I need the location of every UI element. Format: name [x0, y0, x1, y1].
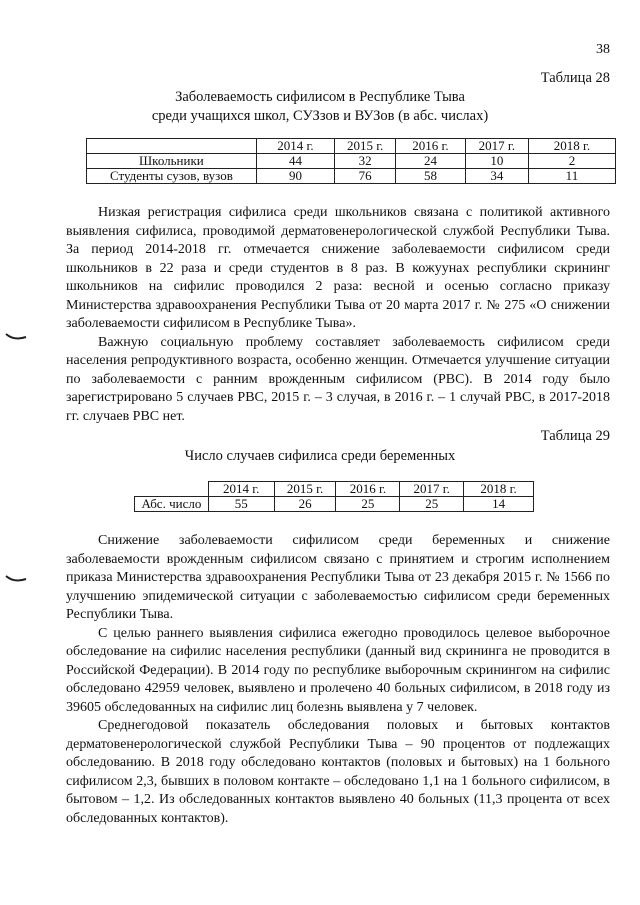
table28-col-header: 2018 г.	[528, 139, 615, 154]
table28-corner-cell	[87, 139, 257, 154]
table28-title-line1: Заболеваемость сифилисом в Республике Тыва	[175, 89, 465, 105]
table28-cell: 11	[528, 169, 615, 184]
section1-text	[66, 204, 610, 426]
paragraph: Снижение заболеваемости сифилисом среди беременных и снижение заболеваемости врожденным сифилисом связано с принятием и строгим исполнением приказа Министерства здравоохранения Республики Тыва от 23 декабря 2015 г. № 1566 по улучшению эпидемической ситуации с заболеваемостью сифилисом среди беременных Республики Тыва.	[66, 533, 610, 622]
table29-col-header: 2017 г.	[400, 482, 464, 497]
table28-cell: 24	[396, 154, 466, 169]
paragraph: Низкая регистрация сифилиса среди школьников связана с политикой активного выявления сифилиса, проводимой дерматовенерологической службой Республики Тыва. За период 2014-2018 гг. отмечается снижение заболеваемости сифилисом среди школьников в 22 раза и среди студентов в 8 раз. В кожуунах республики скрининг школьников на сифилис проводился 2 раза: весной и осенью согласно приказу Министерства здравоохранения Республики Тыва от 20 марта 2017 г. № 275 «О снижении заболеваемости сифилисом в Республике Тыва».	[66, 205, 610, 331]
table29-cell: 14	[464, 497, 534, 512]
table29-label: Таблица 29	[540, 428, 610, 444]
paragraph: Важную социальную проблему составляет заболеваемость сифилисом среди населения репродуктивного возраста, особенно женщин. Отмечается улучшение ситуации по заболеваемости с ранним врожденным сифилисом (РВС). В 2014 году было зарегистрировано 5 случаев РВС, 2015 г. – 3 случая, в 2016 г. – 1 случай РВС, в 2017-2018 гг. случаев РВС нет.	[66, 334, 610, 424]
table29-title: Число случаев сифилиса среди беременных	[184, 448, 456, 464]
table28-col-header: 2014 г.	[256, 139, 334, 154]
table29-cell: 55	[208, 497, 274, 512]
page-number: 38	[596, 42, 610, 57]
table29-corner-cell	[135, 482, 209, 497]
table29-cell: 26	[274, 497, 336, 512]
table28	[86, 138, 616, 184]
table28-col-header: 2015 г.	[335, 139, 396, 154]
table28-col-header: 2016 г.	[396, 139, 466, 154]
table29-col-header: 2014 г.	[208, 482, 274, 497]
margin-pen-mark-icon	[4, 573, 28, 585]
table28-cell: 10	[465, 154, 528, 169]
paragraph: С целью раннего выявления сифилиса ежегодно проводилось целевое выборочное обследование на сифилис населения республики (данный вид скрининга не проводится в Российской Федерации). В 2014 году по республике выборочным скринингом на сифилис обследовано 42959 человек, выявлено и пролечено 40 больных сифилисом, в 2018 году из 39605 обследованных на сифилис лиц болезнь выявлена у 7 человек.	[66, 625, 610, 715]
table29-col-header: 2015 г.	[274, 482, 336, 497]
table28-cell: 44	[256, 154, 334, 169]
table28-row-label: Студенты сузов, вузов	[87, 169, 257, 184]
table28-row-label: Школьники	[87, 154, 257, 169]
paragraph: Среднегодовой показатель обследования половых и бытовых контактов дерматовенерологической службой Республики Тыва – 90 процентов от подлежащих обследованию. В 2018 году обследовано контактов (половых и бытовых) на 1 больного сифилисом 2,3, бывших в половом контакте – обследовано 1,1 на 1 больного сифилисом, в бытовом – 1,2. Из обследованных контактов выявлено 40 больных (11,3 процента от всех обследованных контактов).	[66, 718, 610, 826]
table29-row-label: Абс. число	[135, 497, 209, 512]
margin-pen-mark-icon	[4, 331, 28, 343]
section2-text	[66, 532, 610, 828]
table29-row-abs	[135, 497, 534, 512]
table28-title-line2: среди учащихся школ, СУЗзов и ВУЗов (в абс. числах)	[151, 108, 489, 124]
table28-cell: 32	[335, 154, 396, 169]
table28-cell: 76	[335, 169, 396, 184]
table29-col-header: 2016 г.	[336, 482, 400, 497]
table28-cell: 90	[256, 169, 334, 184]
table29-col-header: 2018 г.	[464, 482, 534, 497]
table28-cell: 34	[465, 169, 528, 184]
table28-label: Таблица 28	[540, 70, 610, 86]
table29-cell: 25	[336, 497, 400, 512]
table28-col-header: 2017 г.	[465, 139, 528, 154]
table29	[134, 481, 534, 512]
table28-row-students	[87, 169, 616, 184]
table28-cell: 2	[528, 154, 615, 169]
table28-cell: 58	[396, 169, 466, 184]
table28-header-row	[87, 139, 616, 154]
table28-row-schoolchildren	[87, 154, 616, 169]
table29-header-row	[135, 482, 534, 497]
table29-cell: 25	[400, 497, 464, 512]
